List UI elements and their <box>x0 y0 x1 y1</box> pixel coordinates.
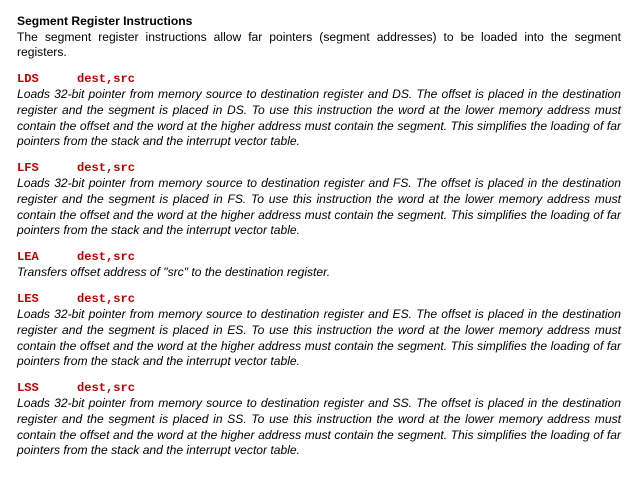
instruction-mnemonic: LEA <box>17 249 39 264</box>
instruction-description: Loads 32-bit pointer from memory source to destination register and DS. The offset is placed in the destination register and the segment is placed in DS. To use this instruction the word at the lower memory address must contain the offset and the word at the higher address must contain the segment. This simplifies the loading of far pointers from the stack and the interrupt vector table. <box>17 87 621 149</box>
instruction-mnemonic: LDS <box>17 71 39 86</box>
instruction-description: Transfers offset address of "src" to the destination register. <box>17 265 331 280</box>
instruction-entry-lea <box>17 250 621 281</box>
instruction-operands: dest,src <box>77 160 136 175</box>
instruction-operands: dest,src <box>77 380 136 395</box>
instruction-entry-lfs <box>17 161 621 240</box>
instruction-operands: dest,src <box>77 291 136 306</box>
instruction-operands: dest,src <box>77 71 136 86</box>
instruction-entry-les <box>17 292 621 371</box>
document-page <box>17 14 621 459</box>
instruction-entry-lss <box>17 381 621 460</box>
section-intro: The segment register instructions allow far pointers (segment addresses) to be loaded into the segment registers. <box>17 29 621 60</box>
instruction-operands: dest,src <box>77 249 136 264</box>
instruction-description: Loads 32-bit pointer from memory source to destination register and ES. The offset is placed in the destination register and the segment is placed in ES. To use this instruction the word at the lower memory address must contain the offset and the word at the higher address must contain the segment. This simplifies the loading of far pointers from the stack and the interrupt vector table. <box>17 307 621 369</box>
instruction-signature <box>17 72 621 88</box>
instruction-description: Loads 32-bit pointer from memory source to destination register and SS. The offset is placed in the destination register and the segment is placed in SS. To use this instruction the word at the lower memory address must contain the offset and the word at the higher address must contain the segment. This simplifies the loading of far pointers from the stack and the interrupt vector table. <box>17 396 621 458</box>
instruction-signature <box>17 292 621 308</box>
instruction-entry-lds <box>17 72 621 151</box>
instruction-description: Loads 32-bit pointer from memory source to destination register and FS. The offset is placed in the destination register and the segment is placed in FS. To use this instruction the word at the lower memory address must contain the offset and the word at the higher address must contain the segment. This simplifies the loading of far pointers from the stack and the interrupt vector table. <box>17 176 621 238</box>
instruction-signature <box>17 250 621 266</box>
instruction-mnemonic: LFS <box>17 160 39 175</box>
instruction-mnemonic: LSS <box>17 380 39 395</box>
instruction-mnemonic: LES <box>17 291 39 306</box>
instruction-signature <box>17 381 621 397</box>
instruction-signature <box>17 161 621 177</box>
section-title: Segment Register Instructions <box>17 14 193 28</box>
